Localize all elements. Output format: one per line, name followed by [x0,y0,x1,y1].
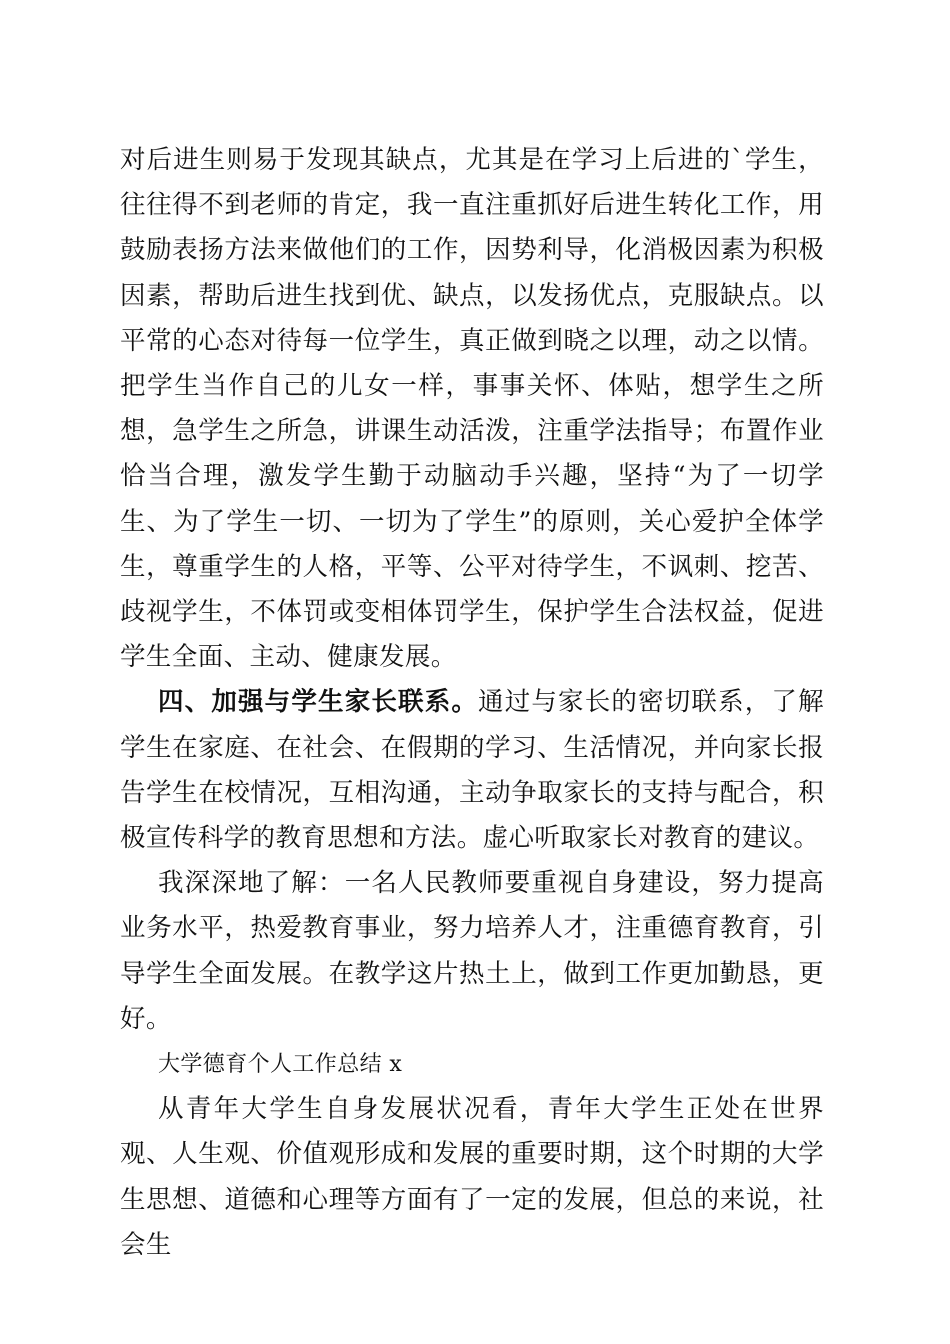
paragraph-student-development: 从青年大学生自身发展状况看，青年大学生正处在世界观、人生观、价值观形成和发展的重要时期，这个时期的大学生思想、道德和心理等方面有了一定的发展，但总的来说，社会生 [120,1094,824,1260]
paragraph-conclusion: 我深深地了解：一名人民教师要重视自身建设，努力提高业务水平，热爱教育事业，努力培养人才，注重德育教育，引导学生全面发展。在教学这片热土上，做到工作更加勤恳，更好。 [120,868,824,1034]
paragraph-parent-contact-body: 通过与家长的密切联系，了解学生在家庭、在社会、在假期的学习、生活情况，并向家长报告学生在校情况，互相沟通，主动争取家长的支持与配合，积极宣传科学的教育思想和方法。虚心听取家长对教育的建议。 [120,687,824,854]
section-heading-parent-contact: 四、加强与学生家长联系。 [158,687,479,718]
paragraph-parent-contact [120,680,824,861]
paragraph-students-care: 对后进生则易于发现其缺点，尤其是在学习上后进的`学生，往往得不到老师的肯定，我一直注重抓好后进生转化工作，用鼓励表扬方法来做他们的工作，因势利导，化消极因素为积极因素，帮助后进生找到优、缺点，以发扬优点，克服缺点。以平常的心态对待每一位学生，真正做到晓之以理，动之以情。把学生当作自己的儿女一样，事事关怀、体贴，想学生之所想，急学生之所急，讲课生动活泼，注重学法指导；布置作业恰当合理，激发学生勤于动脑动手兴趣，坚持“为了一切学生、为了学生一切、一切为了学生”的原则，关心爱护全体学生，尊重学生的人格，平等、公平对待学生，不讽刺、挖苦、歧视学生，不体罚或变相体罚学生，保护学生合法权益，促进学生全面、主动、健康发展。 [120,145,824,673]
document-subtitle: 大学德育个人工作总结 x [158,1052,403,1078]
document-page [120,138,824,1268]
